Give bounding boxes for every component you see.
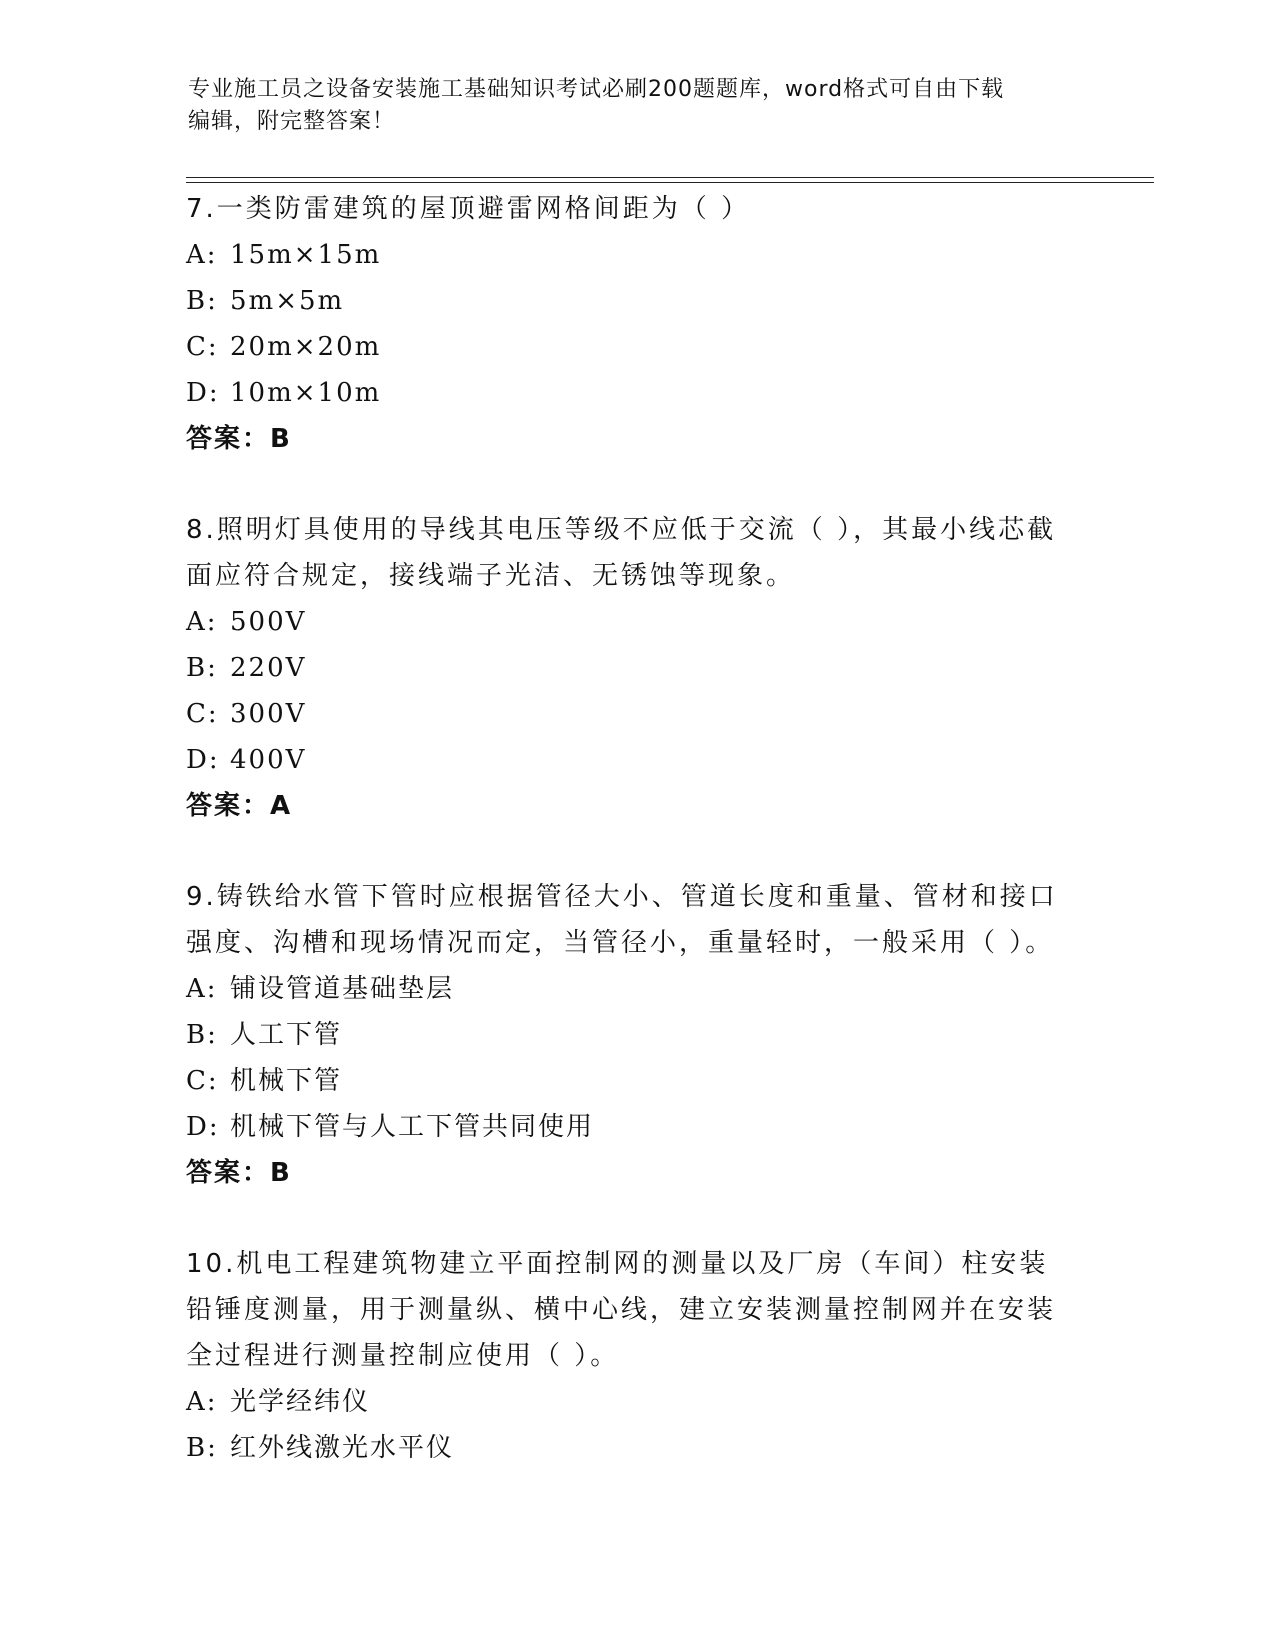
- option-d: [186, 737, 1076, 783]
- option-letter: D:: [186, 745, 220, 775]
- option-text: 10m×10m: [230, 378, 382, 408]
- option-a: [186, 599, 1076, 645]
- option-text: 400V: [230, 745, 307, 775]
- option-letter: C:: [186, 1066, 219, 1096]
- option-letter: B:: [186, 653, 218, 683]
- option-letter: A:: [186, 607, 218, 637]
- question-8: [186, 507, 1076, 829]
- header-divider-top: [186, 177, 1154, 178]
- option-text: 15m×15m: [230, 240, 382, 270]
- option-text: 500V: [230, 607, 307, 637]
- option-letter: C:: [186, 332, 219, 362]
- option-text: 人工下管: [230, 1020, 343, 1050]
- option-a: [186, 1379, 1076, 1425]
- option-b: [186, 1012, 1076, 1058]
- option-d: [186, 1104, 1076, 1150]
- answer: 答案：B: [186, 424, 292, 454]
- question-text: 10.机电工程建筑物建立平面控制网的测量以及厂房（车间）柱安装铅锤度测量，用于测量纵、横中心线，建立安装测量控制网并在安装全过程进行测量控制应使用（ ）。: [186, 1249, 1057, 1371]
- option-letter: B:: [186, 1020, 218, 1050]
- document-header: [188, 74, 1088, 138]
- question-text: 8.照明灯具使用的导线其电压等级不应低于交流（ ），其最小线芯截面应符合规定，接线端子光洁、无锈蚀等现象。: [186, 515, 1057, 591]
- question-10: [186, 1241, 1076, 1471]
- option-a: [186, 232, 1076, 278]
- option-c: [186, 1058, 1076, 1104]
- option-b: [186, 645, 1076, 691]
- option-letter: A:: [186, 1387, 218, 1417]
- option-c: [186, 691, 1076, 737]
- header-title-line2: 编辑，附完整答案！: [188, 109, 396, 134]
- option-c: [186, 324, 1076, 370]
- option-text: 20m×20m: [230, 332, 382, 362]
- question-9: [186, 874, 1076, 1196]
- option-text: 光学经纬仪: [230, 1387, 371, 1417]
- option-letter: B:: [186, 286, 218, 316]
- option-b: [186, 1425, 1076, 1471]
- question-text: 9.铸铁给水管下管时应根据管径大小、管道长度和重量、管材和接口强度、沟槽和现场情况而定，当管径小，重量轻时，一般采用（ ）。: [186, 882, 1058, 958]
- question-text: 7.一类防雷建筑的屋顶避雷网格间距为（ ）: [186, 194, 751, 224]
- option-a: [186, 966, 1076, 1012]
- answer: 答案：A: [186, 791, 293, 821]
- option-text: 5m×5m: [230, 286, 345, 316]
- option-text: 红外线激光水平仪: [230, 1433, 455, 1463]
- header-title-line1: 专业施工员之设备安装施工基础知识考试必刷200题题库，word格式可自由下载: [188, 77, 1005, 102]
- option-text: 机械下管: [230, 1066, 343, 1096]
- option-letter: C:: [186, 699, 219, 729]
- option-letter: B:: [186, 1433, 218, 1463]
- option-d: [186, 370, 1076, 416]
- option-b: [186, 278, 1076, 324]
- option-text: 220V: [230, 653, 307, 683]
- option-letter: A:: [186, 240, 218, 270]
- question-7: [186, 186, 1076, 462]
- header-divider-bottom: [186, 182, 1154, 183]
- option-text: 铺设管道基础垫层: [230, 974, 455, 1004]
- option-text: 机械下管与人工下管共同使用: [230, 1112, 595, 1142]
- answer: 答案：B: [186, 1158, 292, 1188]
- option-text: 300V: [230, 699, 307, 729]
- option-letter: A:: [186, 974, 218, 1004]
- option-letter: D:: [186, 378, 220, 408]
- option-letter: D:: [186, 1112, 220, 1142]
